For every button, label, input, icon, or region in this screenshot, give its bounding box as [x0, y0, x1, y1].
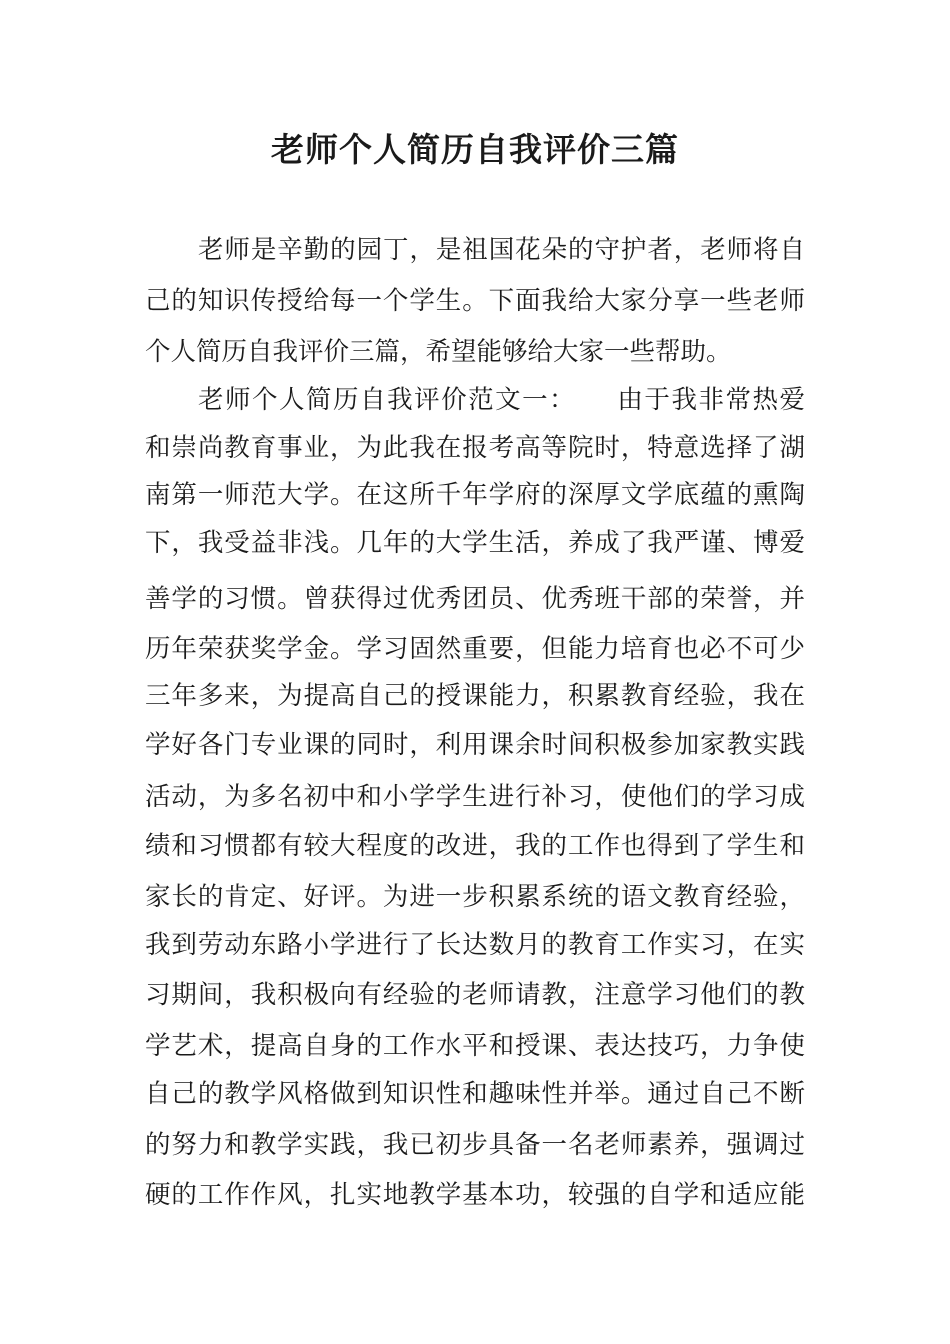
- paragraph-line: 老师是辛勤的园丁，是祖国花朵的守护者，老师将自: [198, 235, 805, 265]
- paragraph-line: 自己的教学风格做到知识性和趣味性并举。通过自己不断: [145, 1079, 805, 1109]
- paragraph-line: 己的知识传授给每一个学生。下面我给大家分享一些老师: [145, 286, 805, 316]
- paragraph-line: 善学的习惯。曾获得过优秀团员、优秀班干部的荣誉，并: [145, 584, 805, 614]
- paragraph-line: 习期间，我积极向有经验的老师请教，注意学习他们的教: [145, 980, 805, 1010]
- paragraph-line: 活动，为多名初中和小学学生进行补习，使他们的学习成: [145, 782, 805, 812]
- paragraph-line: 南第一师范大学。在这所千年学府的深厚文学底蕴的熏陶: [145, 480, 805, 510]
- paragraph-line: 我到劳动东路小学进行了长达数月的教育工作实习，在实: [145, 930, 805, 960]
- paragraph-line: 个人简历自我评价三篇，希望能够给大家一些帮助。: [145, 337, 732, 367]
- paragraph-line: 家长的肯定、好评。为进一步积累系统的语文教育经验，: [145, 882, 805, 912]
- paragraph-line: 绩和习惯都有较大程度的改进，我的工作也得到了学生和: [145, 831, 805, 861]
- paragraph-line: 学艺术，提高自身的工作水平和授课、表达技巧，力争使: [145, 1031, 805, 1061]
- paragraph-line: 三年多来，为提高自己的授课能力，积累教育经验，我在: [145, 681, 805, 711]
- document-title: 老师个人简历自我评价三篇: [271, 130, 679, 169]
- paragraph-line: 硬的工作作风，扎实地教学基本功，较强的自学和适应能: [145, 1180, 805, 1210]
- paragraph-line: 的努力和教学实践，我已初步具备一名老师素养，强调过: [145, 1130, 805, 1160]
- paragraph-line: 历年荣获奖学金。学习固然重要，但能力培育也必不可少: [145, 634, 805, 664]
- paragraph-line: 老师个人简历自我评价范文一： 由于我非常热爱: [198, 385, 805, 415]
- paragraph-line: 和崇尚教育事业，为此我在报考高等院时，特意选择了湖: [145, 433, 805, 463]
- paragraph-line: 下，我受益非浅。几年的大学生活，养成了我严谨、博爱: [145, 528, 805, 558]
- paragraph-line: 学好各门专业课的同时，利用课余时间积极参加家教实践: [145, 730, 805, 760]
